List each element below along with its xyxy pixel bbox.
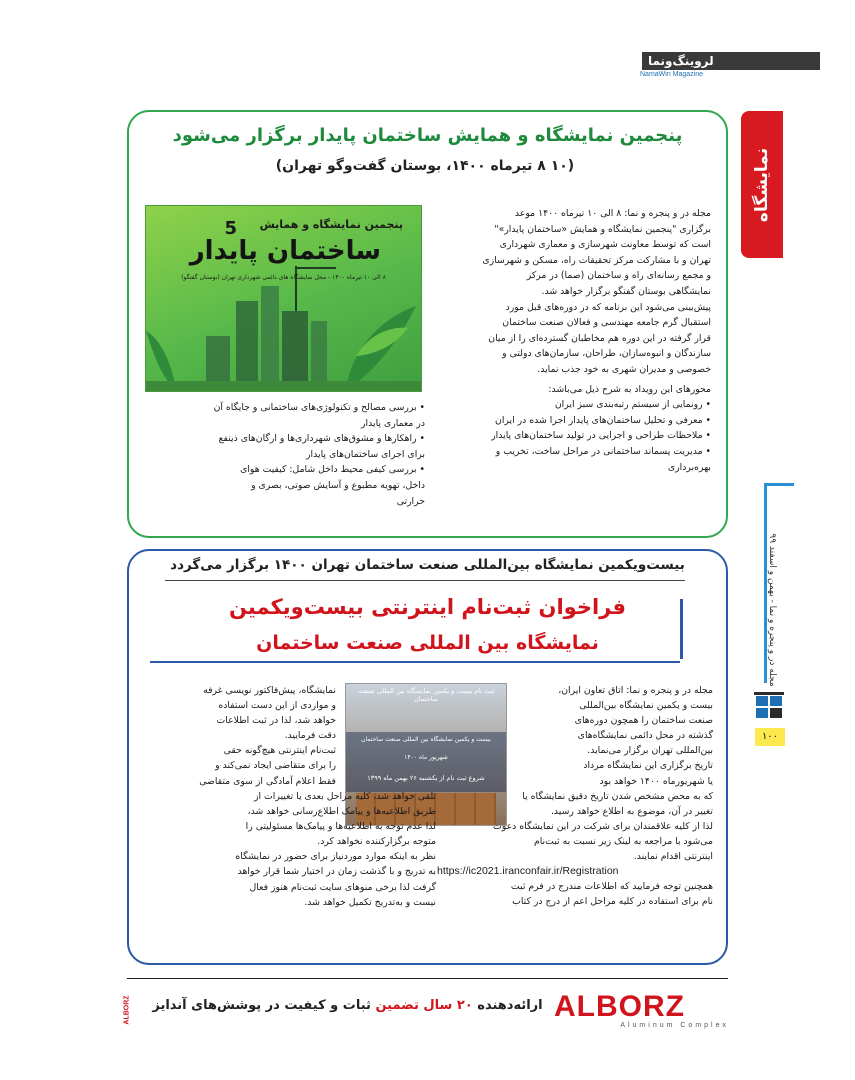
poster-band-line3: شروع ثبت نام از یکشنبه ۲۶ بهمن ماه ۱۳۹۹ (367, 774, 485, 782)
paragraph-line: طریق اطلاعیه‌ها و پیامک اطلاع‌رسانی خواهد شد، (247, 806, 436, 818)
paragraph-line: خصوصی و مدیران شهری به خود جذب نماید. (537, 363, 711, 375)
section-tab-label: نمایشگاه (752, 147, 772, 222)
paragraph-line: پیش‌بینی می‌شود این برنامه که در دوره‌های قبل مورد (505, 301, 711, 313)
side-divider-top (764, 483, 794, 486)
slogan-prefix: ارائه‌دهنده (477, 998, 543, 1013)
paragraph-line: قرار گرفته در این دوره هم مخاطبان گسترده‌ای را از میان (488, 332, 711, 344)
bullet-item: برای اجرای ساختمان‌های پایدار (306, 448, 425, 460)
paragraph-line: مجله در و پنجره و نما: اتاق تعاون ایران، (558, 685, 713, 696)
article1-body-right (435, 206, 711, 475)
kicker-underline (165, 580, 685, 581)
paragraph-line: نام برای استفاده در کلیه مراحل اعم از درج در کتاب (512, 896, 713, 908)
footer-vertical-brand-label: ALBORZ (123, 995, 131, 1025)
paragraph-line: سازندگان و انبوه‌سازان، طراحان، سازمان‌های دولتی و (502, 348, 711, 360)
sustainable-building-poster (145, 205, 422, 392)
footer-vertical-brand (120, 988, 134, 1032)
poster-caption: ۸ الی ۱۰ تیرماه ۱۴۰۰ - محل نمایشگاه های دائمی شهرداری تهران (بوستان گفتگو) (181, 274, 386, 281)
bullet-item: • مدیریت پسماند ساختمانی در مراحل ساخت، تخریب و (495, 445, 711, 457)
paragraph-line: نمایشگاه، پیش‌فاکتور نویسی غرفه (203, 685, 336, 696)
paragraph-line: نمایشگاهی بوستان گفتگو برگزار خواهد شد. (541, 285, 711, 297)
bullet-item: داخل، تهویه مطبوع و آسایش صوتی، بصری و (251, 479, 425, 491)
paragraph-line: است که توسط معاونت شهرسازی و معماری شهرداری (499, 239, 711, 251)
magazine-issue-label: مجله در و پنجره و نما - بهمن و اسفند ۹۹ (767, 533, 777, 687)
magazine-brand-sub: NamaWin Magazine (640, 71, 704, 78)
bullet-item: • بررسی کیفی محیط داخل شامل: کیفیت هوای (240, 464, 425, 476)
magazine-issue-info (762, 520, 782, 700)
article2-body-right (437, 683, 713, 909)
poster-band-line2: شهریور ماه ۱۴۰۰ (404, 754, 448, 761)
poster-title-line2: ساختمان پایدار (189, 236, 381, 266)
paragraph-line: محورهای این رویداد به شرح ذیل می‌باشد: (548, 383, 711, 395)
paragraph-line: بین‌المللی تهران برگزار می‌نماید. (587, 745, 713, 757)
paragraph-line: همچنین توجه فرمایید که اطلاعات مندرج در فرم ثبت (510, 881, 713, 893)
paragraph-line: متوجه برگزارکننده نخواهد کرد. (317, 836, 436, 848)
paragraph-line: نیست و به‌تدریج تکمیل خواهد شد. (304, 896, 436, 908)
article2-body-bottom (140, 789, 436, 910)
slogan-highlight: ۲۰ سال تضمین (375, 998, 473, 1013)
footer-slogan (150, 998, 545, 1013)
registration-link[interactable]: https://ic2021.iranconfair.ir/Registration (437, 865, 619, 878)
window-logo-icon (752, 690, 788, 724)
paragraph-line: گرفت لذا برخی منوهای سایت ثبت‌نام هنوز فعال (249, 881, 436, 893)
paragraph-line: لذا از کلیه علاقمندان برای شرکت در این نمایشگاه دعوت (493, 820, 713, 832)
magazine-logo (640, 52, 820, 80)
article2-body-left (140, 683, 336, 789)
title-underline (150, 661, 680, 663)
paragraph-line: تهران و با مشارکت مرکز تحقیقات راه، مسکن و شهرسازی (482, 254, 711, 266)
paragraph-line: دقت فرمایید. (284, 730, 336, 742)
bullet-item: • بررسی مصالح و تکنولوژی‌های ساختمانی و جایگاه آن (213, 402, 425, 413)
alborz-subtitle: Aluminum Complex (620, 1022, 729, 1029)
poster-number: 5 (224, 218, 237, 239)
poster-header: ثبت نام بیست و یکمین نمایشگاه بین المللی صنعت ساختمان (357, 687, 495, 703)
poster-title-line1: پنجمین نمایشگاه و همایش (259, 218, 403, 231)
poster-band-line1: بیست و یکمین نمایشگاه بین المللی صنعت ساختمان (361, 736, 491, 743)
page-number-label: ۱۰۰ (755, 728, 785, 746)
slogan-suffix: ثبات و کیفیت در پوشش‌های آندایز (152, 998, 371, 1013)
paragraph-line: نظر به اینکه موارد موردنیاز برای حضور در نمایشگاه (235, 851, 436, 863)
paragraph-line: لذا عدم توجه به اطلاعیه‌ها و پیامک‌ها مسئولیتی را (245, 821, 436, 833)
paragraph-line: استقبال گرم جامعه مهندسی و فعالان صنعت ساختمان (502, 317, 711, 329)
paragraph-line: گذشته در محل دائمی نمایشگاه‌های (577, 730, 713, 742)
article2-kicker: بیست‌ویکمین نمایشگاه بین‌المللی صنعت ساختمان تهران ۱۴۰۰ برگزار می‌گردد (170, 557, 685, 573)
alborz-wordmark-text: ALBORZ (554, 990, 685, 1023)
alborz-logo (554, 990, 729, 1029)
paragraph-line: مجله در و پنجره و نما: ۸ الی ۱۰ تیرماه ۱۴۰۰ موعد (514, 208, 711, 219)
paragraph-line: و مجمع رسانه‌ای راه و ساختمان (صما) در مرکز (526, 270, 711, 282)
page-number (752, 728, 788, 748)
bullet-item: • ملاحظات طراحی و اجرایی در تولید ساختمان‌های پایدار (491, 430, 711, 442)
paragraph-line: به تدریج و با گذشت زمان در اختیار شما قرار خواهد (237, 866, 436, 878)
bullet-item: بهره‌برداری (667, 461, 711, 473)
paragraph-line: اینترنتی اقدام نمایند. (633, 851, 713, 863)
paragraph-line: فقط اعلام آمادگی از سوی متقاضی (199, 775, 336, 787)
paragraph-line: بیست و یکمین نمایشگاه بین‌المللی (579, 700, 713, 712)
paragraph-line: ثبت‌نام اینترنتی هیچ‌گونه حقی (223, 745, 336, 757)
paragraph-line: و مواردی از این دست استفاده (218, 700, 336, 712)
article1-title: پنجمین نمایشگاه و همایش ساختمان پایدار برگزار می‌شود (172, 125, 683, 146)
paragraph-line: که به محض مشخص شدن تاریخ دقیق نمایشگاه یا (522, 790, 713, 802)
paragraph-line: تلقی خواهد شد، کلیه مراحل بعدی یا تغییرات از (254, 791, 436, 802)
bullet-item: • رونمایی از سیستم رتبه‌بندی سبز ایران (554, 399, 711, 411)
article2-title-line1: فراخوان ثبت‌نام اینترنتی بیست‌ویکمین (229, 595, 626, 619)
section-tab (741, 111, 783, 258)
paragraph-line: تغییر در آن، موضوع به اطلاع خواهد رسید. (550, 805, 713, 817)
article2-title-line2: نمایشگاه بین المللی صنعت ساختمان (256, 632, 599, 654)
article1-subtitle: (۱۰ ۸ تیرماه ۱۴۰۰، بوستان گفت‌وگو تهران) (275, 158, 575, 174)
paragraph-line: یا شهریورماه ۱۴۰۰ خواهد بود (599, 775, 713, 787)
article1-body-left (140, 400, 425, 509)
bullet-item: در معماری پایدار (361, 417, 425, 429)
paragraph-line: برگزاری "پنجمین نمایشگاه و همایش «ساختمان پایدار»" (494, 223, 711, 235)
bullet-item: • معرفی و تحلیل ساختمان‌های پایدار اجرا شده در ایران (495, 414, 711, 426)
footer-divider (127, 978, 728, 979)
bullet-item: • راهکارها و مشوق‌های شهرداری‌ها و ارگان‌های ذینفع (218, 433, 425, 445)
alborz-wordmark (554, 992, 729, 1022)
paragraph-line: صنعت ساختمان را همچون دوره‌های (574, 715, 713, 727)
paragraph-line: تاریخ برگزاری این نمایشگاه مرداد (583, 760, 713, 772)
magazine-brand: لروینگ‌و‌نما (648, 54, 714, 68)
bullet-item: حرارتی (396, 495, 425, 507)
paragraph-line: می‌شود با مراجعه به لینک زیر نسبت به ثبت‌نام (533, 835, 713, 847)
paragraph-line: خواهد شد، لذا در ثبت اطلاعات (216, 715, 336, 727)
paragraph-line: را برای متقاضی ایجاد نمی‌کند و (215, 760, 336, 772)
